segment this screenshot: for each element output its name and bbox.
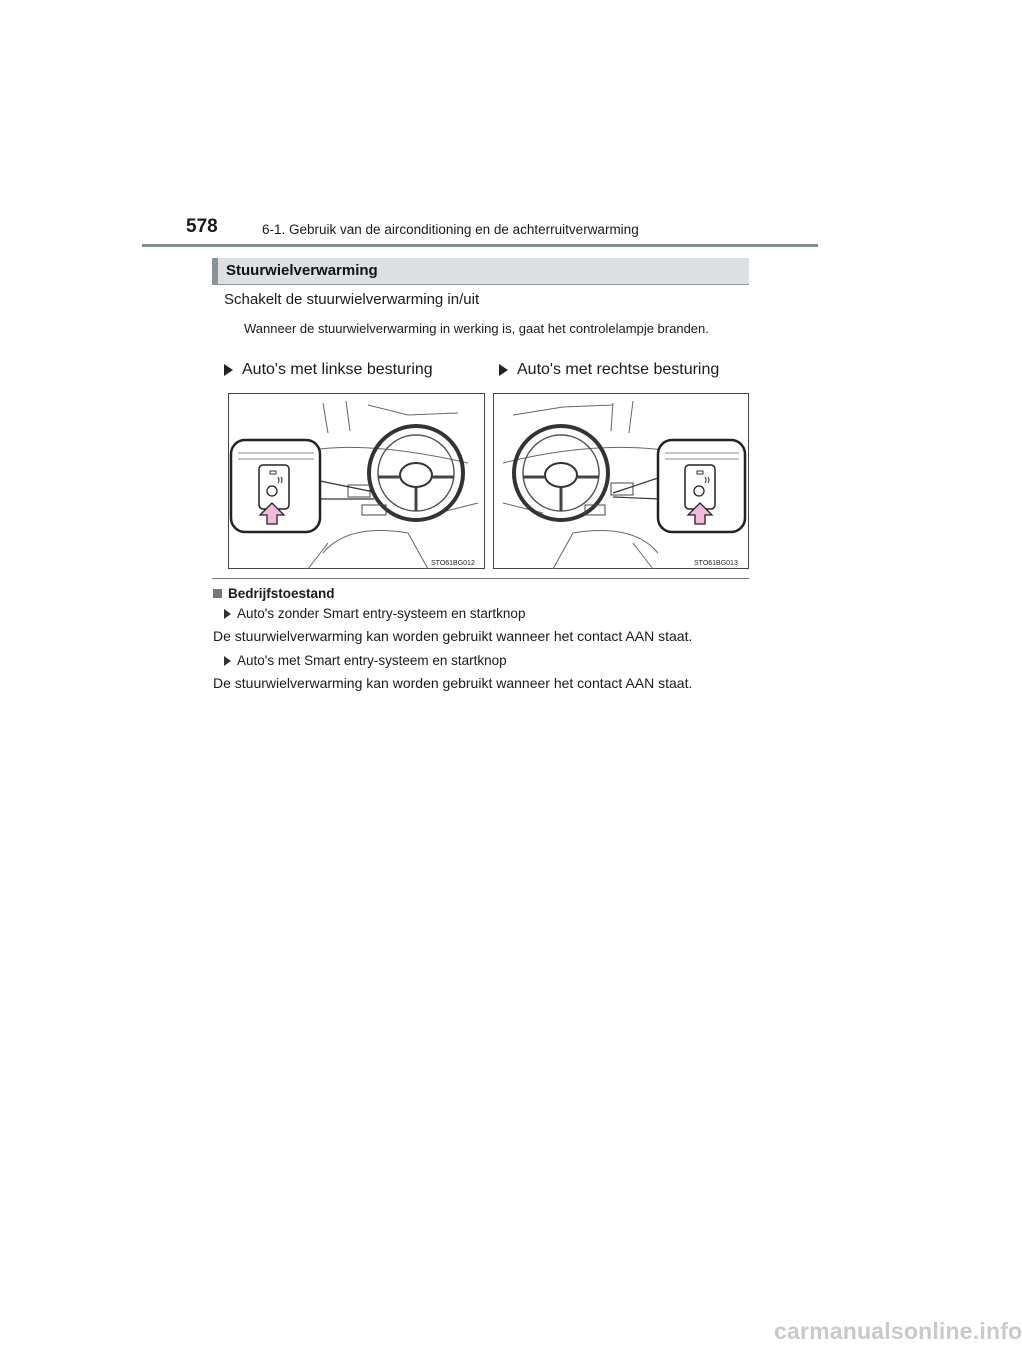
steering-figure [228,393,749,569]
variant-right-heading [499,361,719,379]
triangle-bullet-icon [224,609,231,619]
header-rule [142,244,818,247]
condition-label-2-text: Auto's met Smart entry-systeem en startknop [237,653,507,668]
figure-bottom-rule [212,578,749,579]
condition-label-2 [224,653,507,668]
chapter-title: 6-1. Gebruik van de airconditioning en de achterruitverwarming [262,222,639,237]
triangle-bullet-icon [224,364,233,376]
lead-text: Schakelt de stuurwielverwarming in/uit [224,291,480,308]
condition-text-2: De stuurwielverwarming kan worden gebruikt wanneer het contact AAN staat. [213,675,693,691]
conditions-heading [213,586,335,601]
condition-label-1 [224,606,525,621]
section-accent [212,258,218,284]
note-text: Wanneer de stuurwielverwarming in werking is, gaat het controlelampje branden. [244,321,709,336]
condition-text-1: De stuurwielverwarming kan worden gebruikt wanneer het contact AAN staat. [213,628,693,644]
section-title: Stuurwielverwarming [226,262,378,279]
triangle-bullet-icon [224,656,231,666]
variant-right-label: Auto's met rechtse besturing [517,361,720,378]
variant-left-heading [224,361,433,379]
figure-left-hand-drive [229,394,485,570]
figure-right-hand-drive [494,394,749,570]
variant-left-label: Auto's met linkse besturing [242,361,433,378]
section-title-bar [212,258,749,285]
conditions-heading-text: Bedrijfstoestand [228,586,335,601]
figure-left-code: STO61BG012 [431,560,475,567]
figure-right-code: STO61BG013 [694,560,738,567]
page-number: 578 [186,216,218,237]
watermark[interactable]: carmanualsonline.info [774,1318,1022,1344]
condition-label-1-text: Auto's zonder Smart entry-systeem en startknop [237,606,526,621]
triangle-bullet-icon [499,364,508,376]
square-bullet-icon [213,589,222,598]
